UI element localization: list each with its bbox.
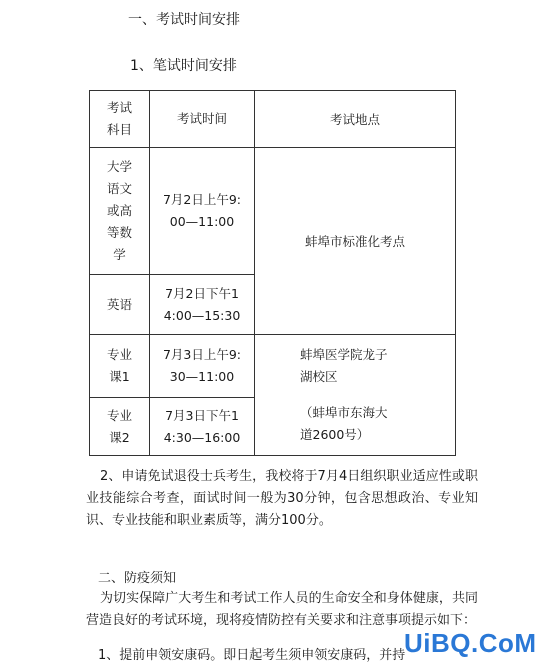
- paragraph-item-health-code: 1、提前申领安康码。即日起考生须申领安康码，并持: [98, 648, 406, 663]
- subject-line: 专业: [106, 347, 132, 362]
- subject-line: 等数: [106, 225, 132, 240]
- time-cell: [150, 148, 255, 275]
- subject-line: 大学: [106, 159, 132, 174]
- place-cell: 蚌埠市标准化考点: [255, 148, 456, 335]
- subject-line: 专业: [106, 407, 132, 423]
- place-line: 蚌埠医学院龙子: [300, 347, 388, 362]
- subject-line: 英语: [106, 296, 132, 312]
- place-cell: [255, 335, 456, 456]
- place-line: 湖校区: [300, 369, 338, 384]
- time-cell: [150, 335, 255, 398]
- time-cell: [150, 398, 255, 456]
- section-title-schedule: 一、考试时间安排: [128, 12, 240, 28]
- time-line: 7月3日上午9:: [162, 347, 242, 362]
- subject-line: 或高: [106, 203, 132, 218]
- subject-cell: [90, 335, 150, 398]
- place-line: （蚌埠市东海大: [300, 405, 388, 420]
- time-line: 7月2日下午1: [165, 285, 239, 301]
- subject-line: 课1: [109, 369, 130, 384]
- table-row: [90, 148, 456, 275]
- time-line: 4:30—16:00: [163, 429, 241, 445]
- subsection-title-written-exam: 1、笔试时间安排: [130, 58, 237, 74]
- time-line: 4:00—15:30: [163, 307, 241, 323]
- time-cell: [150, 275, 255, 335]
- exam-schedule-table: [89, 90, 456, 456]
- table-header-row: [90, 91, 456, 148]
- subject-cell: [90, 275, 150, 335]
- time-line: 30—11:00: [169, 369, 235, 384]
- header-subject-cell: [90, 91, 150, 148]
- section-title-epidemic: 二、防疫须知: [98, 571, 177, 586]
- subject-line: 学: [113, 247, 126, 262]
- header-place-cell: 考试地点: [255, 91, 456, 148]
- watermark-logo: UiBQ.CoM: [404, 628, 537, 658]
- header-subject-line: 考试: [106, 100, 132, 115]
- time-line: 7月3日下午1: [165, 407, 239, 423]
- paragraph-epidemic-intro: 为切实保障广大考生和考试工作人员的生命安全和身体健康，共同营造良好的考试环境，现将疫情防控有关要求和注意事项提示如下：: [86, 591, 478, 628]
- subject-cell: [90, 398, 150, 456]
- time-line: 00—11:00: [169, 214, 235, 229]
- subject-cell: [90, 148, 150, 275]
- header-subject-line: 科目: [106, 122, 132, 137]
- table-row: [90, 335, 456, 398]
- time-line: 7月2日上午9:: [162, 192, 242, 207]
- header-time-cell: 考试时间: [150, 91, 255, 148]
- subject-line: 语文: [106, 181, 132, 196]
- place-line: 道2600号）: [300, 427, 370, 442]
- subject-line: 课2: [109, 429, 130, 445]
- paragraph-veteran-exemption: 2、申请免试退役士兵考生，我校将于7月4日组织职业适应性或职业技能综合考查，面试时间一般为30分钟，包含思想政治、专业知识、专业技能和职业素质等，满分100分。: [86, 469, 478, 528]
